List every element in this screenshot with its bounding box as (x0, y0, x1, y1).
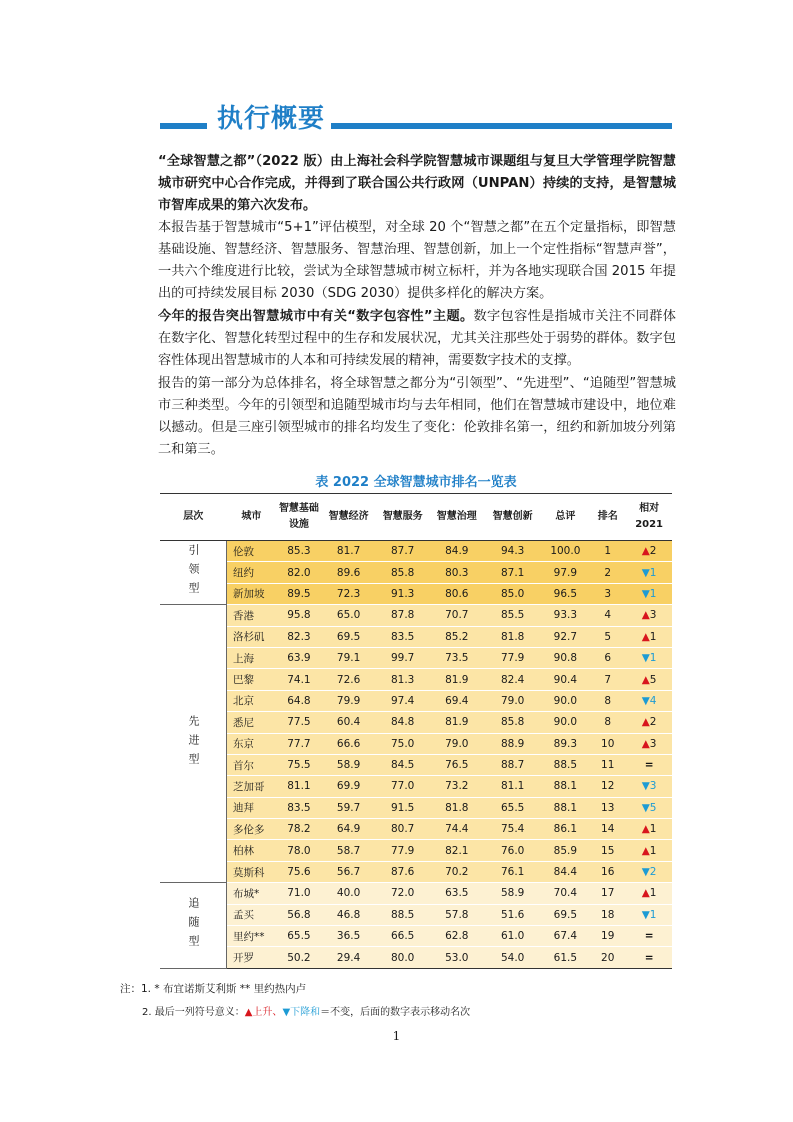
arrow-up-icon: ▲ (641, 716, 650, 729)
infra-cell: 78.0 (276, 840, 321, 861)
service-cell: 85.8 (376, 562, 430, 583)
rank-cell: 10 (589, 733, 626, 754)
innovation-cell: 65.5 (484, 797, 542, 818)
governance-cell: 79.0 (430, 733, 484, 754)
total-cell: 86.1 (541, 819, 589, 840)
equal-icon: = (644, 759, 654, 772)
service-cell: 80.7 (376, 819, 430, 840)
economy-cell: 58.7 (322, 840, 376, 861)
table-row (160, 733, 672, 754)
move-count: 3 (649, 737, 657, 750)
service-cell: 87.6 (376, 861, 430, 882)
change-cell (626, 883, 672, 904)
heading-rule-right (331, 123, 672, 129)
table-row (160, 541, 672, 562)
note-symbols-prefix: 2. 最后一列符号意义： (142, 1007, 245, 1018)
innovation-cell: 87.1 (484, 562, 542, 583)
governance-cell: 81.8 (430, 797, 484, 818)
inclusion-paragraph (158, 306, 676, 372)
arrow-up-icon: ▲ (641, 630, 650, 643)
governance-cell: 63.5 (430, 883, 484, 904)
service-cell: 88.5 (376, 904, 430, 925)
city-cell: 迪拜 (227, 797, 277, 818)
governance-cell: 80.6 (430, 583, 484, 604)
governance-cell: 62.8 (430, 926, 484, 947)
move-count: 2 (649, 545, 657, 558)
economy-cell: 60.4 (322, 712, 376, 733)
economy-cell: 59.7 (322, 797, 376, 818)
move-count: 3 (649, 609, 657, 622)
change-cell (626, 583, 672, 604)
rank-cell: 3 (589, 583, 626, 604)
rank-cell: 8 (589, 690, 626, 711)
table-header-row (160, 494, 672, 541)
governance-cell: 76.5 (430, 754, 484, 775)
city-cell: 首尔 (227, 754, 277, 775)
move-count: 5 (649, 673, 657, 686)
total-cell: 96.5 (541, 583, 589, 604)
service-cell: 75.0 (376, 733, 430, 754)
move-count: 1 (649, 587, 657, 600)
economy-cell: 56.7 (322, 861, 376, 882)
total-cell: 90.8 (541, 647, 589, 668)
service-cell: 80.0 (376, 947, 430, 968)
economy-cell: 79.1 (322, 647, 376, 668)
city-cell: 里约** (227, 926, 277, 947)
innovation-cell: 51.6 (484, 904, 542, 925)
infra-cell: 82.3 (276, 626, 321, 647)
header-economy: 智慧经济 (322, 494, 376, 541)
change-cell (626, 840, 672, 861)
total-cell: 88.1 (541, 797, 589, 818)
infra-cell: 77.7 (276, 733, 321, 754)
arrow-up-icon: ▲ (641, 609, 650, 622)
move-count: 4 (649, 694, 657, 707)
service-cell: 99.7 (376, 647, 430, 668)
change-cell (626, 754, 672, 775)
innovation-cell: 75.4 (484, 819, 542, 840)
rank-cell: 17 (589, 883, 626, 904)
innovation-cell: 81.1 (484, 776, 542, 797)
city-cell: 多伦多 (227, 819, 277, 840)
change-cell (626, 669, 672, 690)
table-row (160, 647, 672, 668)
rank-cell: 5 (589, 626, 626, 647)
table-row (160, 690, 672, 711)
header-city: 城市 (227, 494, 277, 541)
innovation-cell: 85.5 (484, 605, 542, 626)
infra-cell: 50.2 (276, 947, 321, 968)
governance-cell: 80.3 (430, 562, 484, 583)
innovation-cell: 76.1 (484, 861, 542, 882)
city-cell: 北京 (227, 690, 277, 711)
infra-cell: 77.5 (276, 712, 321, 733)
infra-cell: 89.5 (276, 583, 321, 604)
move-count: 5 (649, 801, 657, 814)
city-cell: 东京 (227, 733, 277, 754)
innovation-cell: 79.0 (484, 690, 542, 711)
governance-cell: 74.4 (430, 819, 484, 840)
section-title: 执行概要 (217, 104, 326, 134)
service-cell: 72.0 (376, 883, 430, 904)
economy-cell: 66.6 (322, 733, 376, 754)
header-tier: 层次 (160, 494, 227, 541)
table-row (160, 840, 672, 861)
total-cell: 90.4 (541, 669, 589, 690)
rank-cell: 16 (589, 861, 626, 882)
total-cell: 93.3 (541, 605, 589, 626)
arrow-down-icon: ▼ (641, 780, 650, 793)
heading-rule-left (160, 123, 207, 129)
infra-cell: 82.0 (276, 562, 321, 583)
innovation-cell: 88.9 (484, 733, 542, 754)
city-cell: 孟买 (227, 904, 277, 925)
economy-cell: 79.9 (322, 690, 376, 711)
economy-cell: 72.6 (322, 669, 376, 690)
arrow-down-icon: ▼ (641, 801, 650, 814)
city-cell: 芝加哥 (227, 776, 277, 797)
arrow-up-icon: ▲ (641, 737, 650, 750)
infra-cell: 85.3 (276, 541, 321, 562)
city-cell: 柏林 (227, 840, 277, 861)
table-row (160, 605, 672, 626)
infra-cell: 83.5 (276, 797, 321, 818)
arrow-down-icon: ▼ (641, 652, 650, 665)
rank-cell: 20 (589, 947, 626, 968)
innovation-cell: 85.0 (484, 583, 542, 604)
table-row (160, 926, 672, 947)
total-cell: 90.0 (541, 712, 589, 733)
economy-cell: 89.6 (322, 562, 376, 583)
change-cell (626, 626, 672, 647)
move-count: 2 (649, 716, 657, 729)
infra-cell: 75.6 (276, 861, 321, 882)
move-count: 1 (649, 908, 657, 921)
city-cell: 上海 (227, 647, 277, 668)
economy-cell: 69.9 (322, 776, 376, 797)
rank-cell: 6 (589, 647, 626, 668)
move-count: 1 (649, 652, 657, 665)
city-cell: 开罗 (227, 947, 277, 968)
city-cell: 巴黎 (227, 669, 277, 690)
total-cell: 88.5 (541, 754, 589, 775)
infra-cell: 71.0 (276, 883, 321, 904)
table-row (160, 776, 672, 797)
arrow-up-icon: ▲ (641, 673, 650, 686)
innovation-cell: 61.0 (484, 926, 542, 947)
rank-cell: 8 (589, 712, 626, 733)
tier-label-follower: 追随型 (160, 883, 227, 969)
table-row (160, 583, 672, 604)
change-cell (626, 733, 672, 754)
move-count: 1 (649, 566, 657, 579)
governance-cell: 57.8 (430, 904, 484, 925)
header-governance: 智慧治理 (430, 494, 484, 541)
rank-cell: 13 (589, 797, 626, 818)
change-cell (626, 690, 672, 711)
economy-cell: 40.0 (322, 883, 376, 904)
infra-cell: 56.8 (276, 904, 321, 925)
table-row (160, 819, 672, 840)
city-cell: 香港 (227, 605, 277, 626)
change-cell (626, 541, 672, 562)
header-infra: 智慧基础设施 (276, 494, 321, 541)
change-cell (626, 647, 672, 668)
economy-cell: 65.0 (322, 605, 376, 626)
total-cell: 85.9 (541, 840, 589, 861)
arrow-down-icon: ▼ (641, 694, 650, 707)
note-symbols (142, 1003, 470, 1018)
arrow-up-icon: ▲ (641, 887, 650, 900)
service-cell: 84.8 (376, 712, 430, 733)
header-total: 总评 (541, 494, 589, 541)
table-row (160, 712, 672, 733)
total-cell: 89.3 (541, 733, 589, 754)
city-cell: 纽约 (227, 562, 277, 583)
table-body (160, 541, 672, 969)
service-cell: 87.8 (376, 605, 430, 626)
economy-cell: 58.9 (322, 754, 376, 775)
arrow-down-icon: ▼ (641, 566, 650, 579)
ranking-table (160, 493, 672, 969)
arrow-up-icon: ▲ (641, 823, 650, 836)
service-cell: 81.3 (376, 669, 430, 690)
governance-cell: 81.9 (430, 712, 484, 733)
total-cell: 90.0 (541, 690, 589, 711)
total-cell: 69.5 (541, 904, 589, 925)
infra-cell: 64.8 (276, 690, 321, 711)
section-heading (160, 100, 672, 140)
rank-cell: 15 (589, 840, 626, 861)
change-cell (626, 926, 672, 947)
table-row (160, 904, 672, 925)
arrow-up-icon: ▲ (641, 545, 650, 558)
move-count: 3 (649, 780, 657, 793)
economy-cell: 29.4 (322, 947, 376, 968)
header-rank: 排名 (589, 494, 626, 541)
change-cell (626, 861, 672, 882)
service-cell: 83.5 (376, 626, 430, 647)
innovation-cell: 81.8 (484, 626, 542, 647)
rank-cell: 4 (589, 605, 626, 626)
infra-cell: 65.5 (276, 926, 321, 947)
governance-cell: 82.1 (430, 840, 484, 861)
move-count: 1 (649, 887, 657, 900)
city-cell: 伦敦 (227, 541, 277, 562)
change-cell (626, 947, 672, 968)
total-cell: 92.7 (541, 626, 589, 647)
change-cell (626, 776, 672, 797)
arrow-down-icon: ▼ (641, 866, 650, 879)
tier-label-advanced: 先进型 (160, 605, 227, 883)
change-cell (626, 797, 672, 818)
governance-cell: 69.4 (430, 690, 484, 711)
city-cell: 悉尼 (227, 712, 277, 733)
arrow-down-icon: ▼ (641, 587, 650, 600)
city-cell: 布城* (227, 883, 277, 904)
service-cell: 91.5 (376, 797, 430, 818)
innovation-cell: 88.7 (484, 754, 542, 775)
rank-cell: 12 (589, 776, 626, 797)
service-cell: 87.7 (376, 541, 430, 562)
governance-cell: 70.7 (430, 605, 484, 626)
infra-cell: 63.9 (276, 647, 321, 668)
service-cell: 84.5 (376, 754, 430, 775)
innovation-cell: 77.9 (484, 647, 542, 668)
inclusion-body: 数字包容性是指城市关注不同群体在数字化、智慧化转型过程中的生存和发展状况，尤其关注那些处于弱势的群体。数字包容性体现出智慧城市的人本和可持续发展的精神，需要数字技术的支撑。 (158, 309, 676, 368)
service-cell: 91.3 (376, 583, 430, 604)
total-cell: 61.5 (541, 947, 589, 968)
equal-icon: = (644, 930, 654, 943)
economy-cell: 69.5 (322, 626, 376, 647)
move-count: 1 (649, 844, 657, 857)
economy-cell: 72.3 (322, 583, 376, 604)
table-row (160, 947, 672, 968)
infra-cell: 81.1 (276, 776, 321, 797)
innovation-cell: 82.4 (484, 669, 542, 690)
header-innovation: 智慧创新 (484, 494, 542, 541)
governance-cell: 81.9 (430, 669, 484, 690)
service-cell: 66.5 (376, 926, 430, 947)
governance-cell: 73.2 (430, 776, 484, 797)
table-title: 表 2022 全球智慧城市排名一览表 (315, 475, 517, 490)
arrow-down-icon: ▼ (641, 908, 650, 921)
note-symbols-rest: ＝不变，后面的数字表示移动名次 (320, 1007, 471, 1018)
rank-cell: 1 (589, 541, 626, 562)
intro-paragraph: “全球智慧之都”（2022 版）由上海社会科学院智慧城市课题组与复旦大学管理学院智慧城市研究中心合作完成，并得到了联合国公共行政网（UNPAN）持续的支持，是智慧城市智库成果的第六次发布。 (158, 154, 676, 213)
model-paragraph: 本报告基于智慧城市“5+1”评估模型，对全球 20 个“智慧之都”在五个定量指标，即智慧基础设施、智慧经济、智慧服务、智慧治理、智慧创新，加上一个定性指标“智慧声誉”，一共六个维度进行比较，尝试为全球智慧城市树立标杆，并为各地实现联合国 2015 年提出的可持续发展目标 2030（SDG 2030）提供多样化的解决方案。 (158, 220, 676, 301)
note-up: ▲上升、 (244, 1007, 283, 1018)
economy-cell: 46.8 (322, 904, 376, 925)
table-row (160, 562, 672, 583)
total-cell: 97.9 (541, 562, 589, 583)
rank-cell: 11 (589, 754, 626, 775)
total-cell: 67.4 (541, 926, 589, 947)
change-cell (626, 562, 672, 583)
table-row (160, 754, 672, 775)
innovation-cell: 58.9 (484, 883, 542, 904)
arrow-up-icon: ▲ (641, 844, 650, 857)
tier-label-lead: 引领型 (160, 541, 227, 605)
innovation-cell: 94.3 (484, 541, 542, 562)
equal-icon: = (644, 951, 654, 964)
city-cell: 莫斯科 (227, 861, 277, 882)
total-cell: 70.4 (541, 883, 589, 904)
total-cell: 100.0 (541, 541, 589, 562)
governance-cell: 53.0 (430, 947, 484, 968)
city-cell: 洛杉矶 (227, 626, 277, 647)
governance-cell: 84.9 (430, 541, 484, 562)
header-change: 相对2021 (626, 494, 672, 541)
infra-cell: 74.1 (276, 669, 321, 690)
table-row (160, 626, 672, 647)
rank-cell: 14 (589, 819, 626, 840)
innovation-cell: 85.8 (484, 712, 542, 733)
change-cell (626, 605, 672, 626)
service-cell: 77.0 (376, 776, 430, 797)
governance-cell: 70.2 (430, 861, 484, 882)
infra-cell: 75.5 (276, 754, 321, 775)
rank-cell: 7 (589, 669, 626, 690)
note-down: ▼下降和 (282, 1007, 321, 1018)
total-cell: 84.4 (541, 861, 589, 882)
rank-cell: 2 (589, 562, 626, 583)
header-service: 智慧服务 (376, 494, 430, 541)
governance-cell: 73.5 (430, 647, 484, 668)
rank-cell: 18 (589, 904, 626, 925)
table-row (160, 669, 672, 690)
move-count: 2 (649, 866, 657, 879)
innovation-cell: 54.0 (484, 947, 542, 968)
innovation-cell: 76.0 (484, 840, 542, 861)
service-cell: 77.9 (376, 840, 430, 861)
change-cell (626, 712, 672, 733)
note-asterisk: 注：1. * 布宜诺斯艾利斯 ** 里约热内卢 (120, 983, 307, 995)
page-number: 1 (392, 1029, 401, 1043)
table-row (160, 797, 672, 818)
service-cell: 97.4 (376, 690, 430, 711)
total-cell: 88.1 (541, 776, 589, 797)
table-row (160, 883, 672, 904)
economy-cell: 81.7 (322, 541, 376, 562)
inclusion-lead: 今年的报告突出智慧城市中有关“数字包容性”主题。 (158, 309, 474, 324)
change-cell (626, 904, 672, 925)
economy-cell: 64.9 (322, 819, 376, 840)
ranking-paragraph: 报告的第一部分为总体排名，将全球智慧之都分为“引领型”、“先进型”、“追随型”智慧城市三种类型。今年的引领型和追随型城市均与去年相同，他们在智慧城市建设中，地位难以撼动。但是三座引领型城市的排名均发生了变化：伦敦排名第一，纽约和新加坡分列第二和第三。 (158, 376, 676, 457)
economy-cell: 36.5 (322, 926, 376, 947)
city-cell: 新加坡 (227, 583, 277, 604)
infra-cell: 95.8 (276, 605, 321, 626)
infra-cell: 78.2 (276, 819, 321, 840)
rank-cell: 19 (589, 926, 626, 947)
governance-cell: 85.2 (430, 626, 484, 647)
change-cell (626, 819, 672, 840)
move-count: 1 (649, 823, 657, 836)
table-row (160, 861, 672, 882)
move-count: 1 (649, 630, 657, 643)
